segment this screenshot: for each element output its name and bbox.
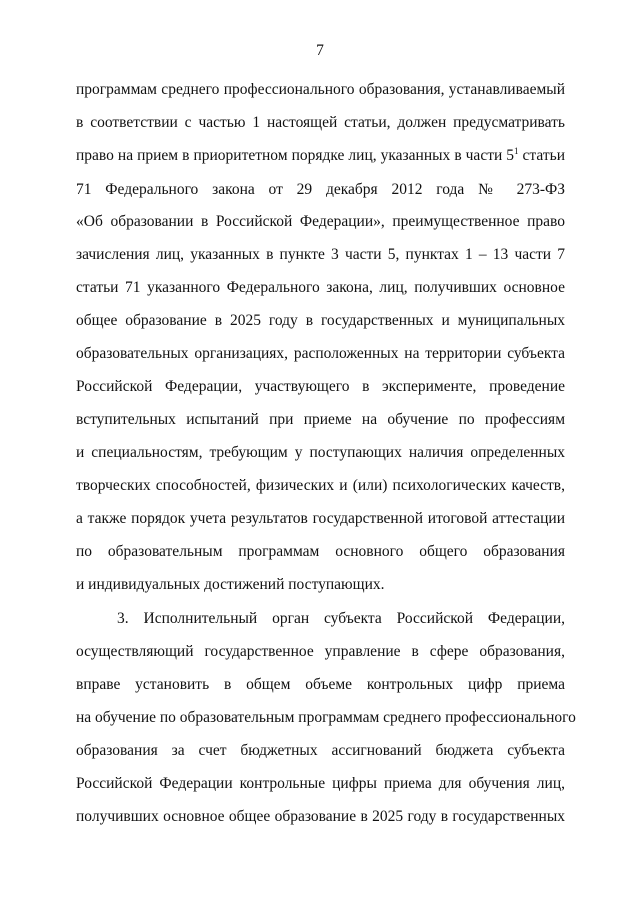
- text-line-16: и индивидуальных достижений поступающих.: [76, 576, 385, 593]
- text-line-3: [76, 146, 565, 166]
- footnote-superscript: 1: [514, 146, 519, 156]
- text-line-13: творческих способностей, физических и (или) психологических качеств,: [76, 477, 565, 494]
- text-line-5: «Об образовании в Российской Федерации», преимущественное право: [76, 213, 565, 230]
- text-line-12: и специальностям, требующим у поступающих наличия определенных: [76, 444, 565, 461]
- text-line-6: зачисления лиц, указанных в пункте 3 части 5, пунктах 1 – 13 части 7: [76, 246, 565, 263]
- text-line-4: 71 Федерального закона от 29 декабря 2012 года № 273-ФЗ: [76, 181, 565, 198]
- page-number: 7: [316, 42, 324, 59]
- text-line-23: получивших основное общее образование в 2025 году в государственных: [76, 808, 565, 825]
- text-line-8: общее образование в 2025 году в государственных и муниципальных: [76, 312, 565, 329]
- text-line-3-main: право на прием в приоритетном порядке лиц, указанных в части 5: [76, 147, 515, 164]
- text-line-2: в соответствии с частью 1 настоящей статьи, должен предусматривать: [76, 114, 565, 131]
- text-line-20: на обучение по образовательным программам среднего профессионального: [76, 709, 576, 726]
- text-line-10: Российской Федерации, участвующего в эксперименте, проведение: [76, 378, 565, 395]
- text-line-1: программам среднего профессионального образования, устанавливаемый: [76, 81, 565, 98]
- text-line-9: образовательных организациях, расположенных на территории субъекта: [76, 345, 565, 362]
- text-line-18: осуществляющий государственное управление в сфере образования,: [76, 643, 565, 660]
- text-line-17: 3. Исполнительный орган субъекта Российской Федерации,: [117, 610, 565, 627]
- text-line-14: а также порядок учета результатов государственной итоговой аттестации: [76, 510, 565, 527]
- text-line-7: статьи 71 указанного Федерального закона, лиц, получивших основное: [76, 279, 565, 296]
- text-line-3-tail: статьи: [522, 147, 566, 164]
- text-line-11: вступительных испытаний при приеме на обучение по профессиям: [76, 411, 565, 428]
- text-line-21: образования за счет бюджетных ассигнований бюджета субъекта: [76, 742, 565, 759]
- text-line-19: вправе установить в общем объеме контрольных цифр приема: [76, 676, 565, 693]
- text-line-22: Российской Федерации контрольные цифры приема для обучения лиц,: [76, 775, 565, 792]
- text-line-15: по образовательным программам основного общего образования: [76, 543, 565, 560]
